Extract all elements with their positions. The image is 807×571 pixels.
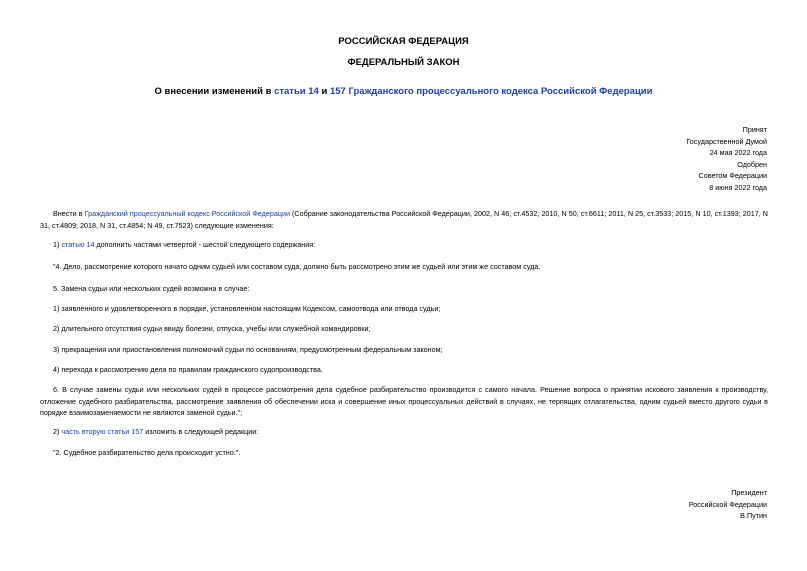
- part-5-item-3: 3) прекращения или приостановления полномочий судьи по основаниям, предусмотренным федеральным законом;: [53, 345, 443, 354]
- adopted-date: 24 мая 2022 года: [709, 148, 767, 157]
- item1-prefix: 1): [53, 240, 62, 249]
- part-6-paragraph: 6. В случае замены судьи или нескольких судей в процессе рассмотрения дела судебное разбирательство производится с самого начала. Решение вопроса о принятии искового заявления к производству, отложение судебного разбирательства, рассмотрение заявления об обеспечении иска и совершение иных процессуальных действий в случаях, не терпящих отлагательства, одним судьей вместо другого судьи в порядке взаимозаменяемости не являются заменой судьи.";: [40, 385, 768, 417]
- amendment-item-2: [40, 426, 768, 438]
- approved-date: 8 июня 2022 года: [709, 182, 767, 192]
- law-title: [0, 86, 807, 97]
- part-5-item-2: 2) длительного отсутствия судьи ввиду болезни, отпуска, учебы или служебной командировки;: [53, 324, 371, 333]
- signature-name: В.Путин: [740, 511, 767, 520]
- signature-country: Российской Федерации: [688, 499, 767, 509]
- item2-suffix: изложить в следующей редакции:: [143, 427, 259, 436]
- part-5-paragraph: 5. Замена судьи или нескольких судей возможна в случае:: [53, 284, 250, 293]
- signature-block: [689, 487, 767, 522]
- article-157-part-2-link[interactable]: часть вторую статьи 157: [61, 427, 144, 436]
- article-157-code-link[interactable]: 157 Гражданского процессуального кодекса Российской Федерации: [329, 86, 653, 97]
- adopted-by: Государственной Думой: [686, 136, 767, 146]
- part-5-item-1: 1) заявленного и удовлетворенного в порядке, установленном настоящим Кодексом, самоотвода или отвода судьи;: [53, 304, 441, 313]
- title-middle: и: [318, 86, 330, 97]
- adoption-block: [686, 124, 767, 193]
- article-14-link[interactable]: статьи 14: [274, 86, 319, 97]
- amendment-item-1: [40, 239, 768, 251]
- country-heading: РОССИЙСКАЯ ФЕДЕРАЦИЯ: [338, 36, 469, 47]
- adopted-label: Принят: [742, 125, 767, 134]
- approved-label: Одобрен: [737, 159, 767, 169]
- intro-paragraph: [40, 208, 768, 231]
- item1-suffix: дополнить частями четвертой - шестой следующего содержания:: [94, 240, 316, 249]
- title-prefix: О внесении изменений в: [154, 86, 275, 97]
- item2-prefix: 2): [53, 427, 62, 436]
- law-type-heading: ФЕДЕРАЛЬНЫЙ ЗАКОН: [347, 57, 460, 68]
- intro-prefix: Внести в: [53, 209, 85, 218]
- part-4-paragraph: "4. Дело, рассмотрение которого начато одним судьей или составом суда, должно быть рассмотрено этим же судьей или этим же составом суда.: [53, 262, 541, 271]
- approved-by: Советом Федерации: [698, 171, 767, 180]
- article-14-inline-link[interactable]: статью 14: [61, 240, 95, 249]
- part-5-item-4: 4) перехода к рассмотрению дела по правилам гражданского судопроизводства.: [53, 365, 323, 374]
- signature-title: Президент: [731, 488, 767, 497]
- part-2-new-text: "2. Судебное разбирательство дела происходит устно.".: [53, 448, 241, 457]
- civil-procedure-code-link[interactable]: Гражданский процессуальный кодекс Российской Федерации: [84, 209, 290, 218]
- intro-suffix: (Собрание законодательства Российской Федерации, 2002, N 46, ст.4532; 2010, N 50, ст.6611; 2011, N 25, ст.3533; 2015, N 10, ст.1393; 2017, N 31, ст.4809; 2018, N 31, ст.4854; N 49, ст.7523) следующие изменения:: [40, 209, 768, 230]
